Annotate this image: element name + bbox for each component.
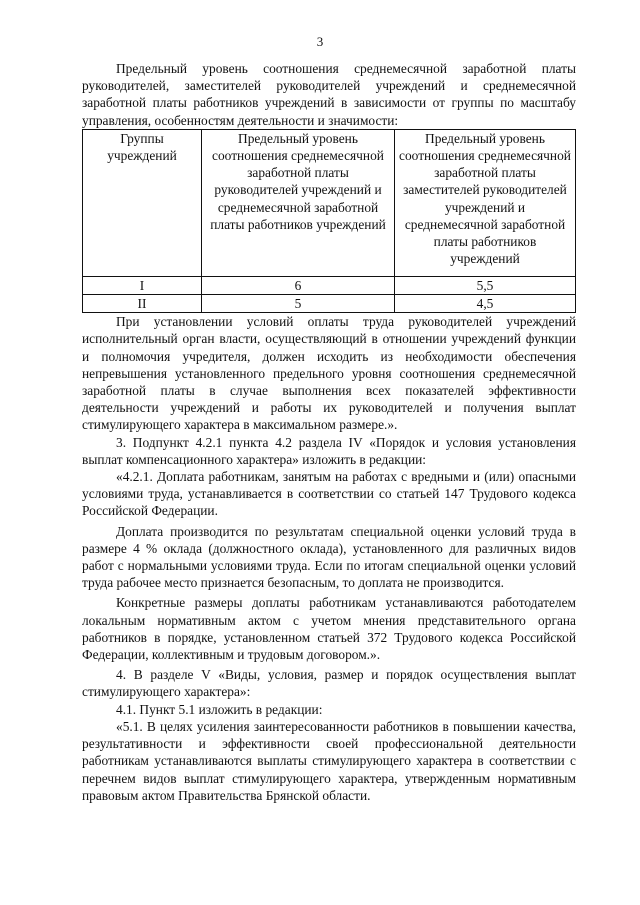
- ratio-limits-table: [82, 129, 576, 313]
- paragraph-surcharge-amounts: Конкретные размеры доплаты работникам устанавливаются работодателем локальным нормативным актом с учетом мнения представительного органа работников в порядке, установленном статьей 372 Трудового кодекса Российской Федерации, коллективным и трудовым договором.».: [82, 595, 576, 663]
- header-institution-groups: Группы учреждений: [83, 129, 202, 276]
- table-row: [83, 276, 576, 294]
- paragraph-item-3: 3. Подпункт 4.2.1 пункта 4.2 раздела IV «Порядок и условия установления выплат компенсационного характера» изложить в редакции:: [82, 434, 576, 467]
- paragraph-head-pay-conditions: При установлении условий оплаты труда руководителей учреждений исполнительный орган власти, осуществляющий в отношении учреждений функции и полномочия учредителя, должен исходить из необходимости обеспечения непревышения установленного предельного уровня соотношения среднемесячной заработной платы в случае выполнения всех показателей эффективности деятельности учреждений и работы их руководителей и получения выплат стимулирующего характера в максимальном размере.».: [82, 314, 576, 433]
- header-heads-ratio: Предельный уровень соотношения среднемесячной заработной платы руководителей учреждений и среднемесячной заработной платы работников учреждений: [202, 129, 395, 276]
- document-body: [82, 60, 576, 804]
- paragraph-5-1: «5.1. В целях усиления заинтересованности работников в повышении качества, результативности и эффективности своей профессиональной деятельности работникам устанавливаются выплаты стимулирующего характера в соответствии с перечнем видов выплат стимулирующего характера, утвержденным нормативным правовым актом Правительства Брянской области.: [82, 718, 576, 803]
- intro-paragraph: Предельный уровень соотношения среднемесячной заработной платы руководителей, заместителей руководителей учреждений и среднемесячной заработной платы работников учреждений в зависимости от группы по масштабу управления, особенностям деятельности и значимости:: [82, 61, 576, 128]
- cell-deputies-ratio: 4,5: [395, 295, 576, 313]
- cell-heads-ratio: 5: [202, 295, 395, 313]
- paragraph-4-2-1: «4.2.1. Доплата работникам, занятым на работах с вредными и (или) опасными условиями труда, устанавливается в соответствии со статьей 147 Трудового кодекса Российской Федерации.: [82, 469, 576, 519]
- table-row: [83, 295, 576, 313]
- cell-group: I: [83, 276, 202, 294]
- page-number: 3: [316, 34, 324, 49]
- table-header-row: [83, 129, 576, 276]
- cell-heads-ratio: 6: [202, 276, 395, 294]
- paragraph-item-4: 4. В разделе V «Виды, условия, размер и порядок осуществления выплат стимулирующего характера»:: [82, 667, 576, 700]
- header-deputies-ratio: Предельный уровень соотношения среднемесячной заработной платы заместителей руководителей учреждений и среднемесячной заработной платы работников учреждений: [395, 129, 576, 276]
- cell-deputies-ratio: 5,5: [395, 276, 576, 294]
- cell-group: II: [83, 295, 202, 313]
- paragraph-surcharge: Доплата производится по результатам специальной оценки условий труда в размере 4 % оклада (должностного оклада), установленного для различных видов работ с нормальными условиями труда. Если по итогам специальной оценки условий труда рабочее место признается безопасным, то доплата не производится.: [82, 523, 576, 591]
- paragraph-item-4-1: 4.1. Пункт 5.1 изложить в редакции:: [116, 701, 323, 717]
